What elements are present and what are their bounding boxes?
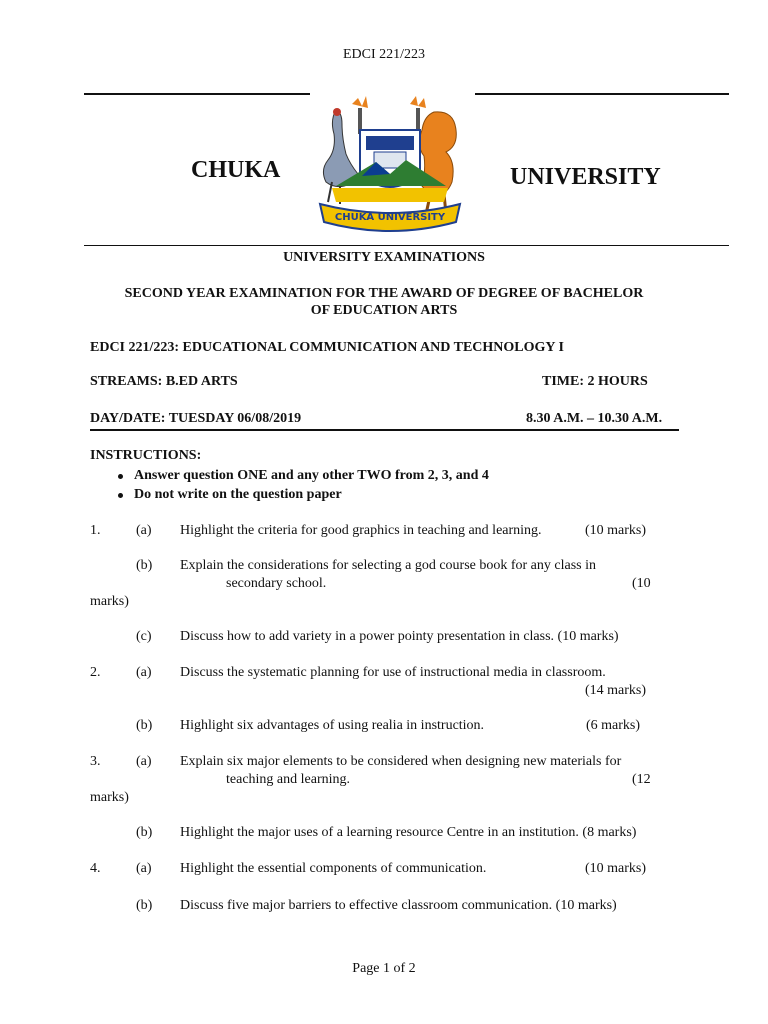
question-4a-label: (a) xyxy=(136,861,152,876)
exam-day-date: DAY/DATE: TUESDAY 06/08/2019 xyxy=(90,411,302,426)
university-name-right: UNIVERSITY xyxy=(510,164,661,190)
question-1b-label: (b) xyxy=(136,558,153,573)
university-name-left: CHUKA xyxy=(191,157,281,183)
page-number: Page 1 of 2 xyxy=(352,961,416,976)
streams: STREAMS: B.ED ARTS xyxy=(90,374,238,389)
question-3a-text-line1: Explain six major elements to be considered when designing new materials for xyxy=(180,754,622,769)
university-coat-of-arms-logo xyxy=(306,90,474,240)
exam-title: UNIVERSITY EXAMINATIONS xyxy=(283,250,485,265)
question-2b-text: Highlight six advantages of using realia in instruction. xyxy=(180,718,485,733)
instructions-heading: INSTRUCTIONS: xyxy=(90,448,202,463)
header-rule-left xyxy=(84,93,310,95)
question-1b-text-line2: secondary school. xyxy=(226,576,327,591)
question-1b-marks-wrap: marks) xyxy=(90,594,129,609)
question-3-number: 3. xyxy=(90,754,101,769)
question-2b-label: (b) xyxy=(136,718,153,733)
question-2a-text: Discuss the systematic planning for use of instructional media in classroom. xyxy=(180,665,606,680)
date-rule xyxy=(90,429,679,431)
question-2b-marks: (6 marks) xyxy=(586,718,641,733)
page-footer xyxy=(0,961,768,977)
question-1a-label: (a) xyxy=(136,523,152,538)
instruction-item-2: Do not write on the question paper xyxy=(134,487,342,502)
question-1a-marks: (10 marks) xyxy=(585,523,647,538)
question-1c-text: Discuss how to add variety in a power pointy presentation in class. (10 marks) xyxy=(180,629,619,644)
question-4b-label: (b) xyxy=(136,898,153,913)
exam-subtitle-block xyxy=(0,286,768,319)
question-3a-label: (a) xyxy=(136,754,152,769)
bullet-icon xyxy=(118,493,123,498)
course-code-header xyxy=(0,47,768,63)
exam-subtitle-line1: SECOND YEAR EXAMINATION FOR THE AWARD OF DEGREE OF BACHELOR xyxy=(124,286,644,301)
instruction-item-1: Answer question ONE and any other TWO from 2, 3, and 4 xyxy=(134,468,489,483)
question-4b-text: Discuss five major barriers to effective classroom communication. (10 marks) xyxy=(180,898,617,913)
question-3a-marks-wrap: marks) xyxy=(90,790,129,805)
exam-subtitle-line2: OF EDUCATION ARTS xyxy=(310,303,458,318)
question-1b-text-line1: Explain the considerations for selecting a god course book for any class in xyxy=(180,558,596,573)
question-1a-text: Highlight the criteria for good graphics in teaching and learning. xyxy=(180,523,542,538)
question-3b-text: Highlight the major uses of a learning resource Centre in an institution. (8 marks) xyxy=(180,825,637,840)
course-code-text: EDCI 221/223 xyxy=(342,47,426,62)
bullet-icon xyxy=(118,474,123,479)
question-2-number: 2. xyxy=(90,665,101,680)
question-2a-label: (a) xyxy=(136,665,152,680)
header-rule-bottom xyxy=(84,245,729,246)
logo-banner-text: CHUKA UNIVERSITY xyxy=(334,212,446,223)
question-4a-text: Highlight the essential components of communication. xyxy=(180,861,487,876)
course-title: EDCI 221/223: EDUCATIONAL COMMUNICATION AND TECHNOLOGY I xyxy=(90,340,564,355)
header-rule-right xyxy=(475,93,729,95)
question-1b-marks: (10 xyxy=(632,576,651,591)
exam-title-block xyxy=(0,250,768,266)
question-2a-marks: (14 marks) xyxy=(585,683,647,698)
question-4a-marks: (10 marks) xyxy=(585,861,647,876)
exam-time-range: 8.30 A.M. – 10.30 A.M. xyxy=(526,411,663,426)
question-3b-label: (b) xyxy=(136,825,153,840)
question-1c-label: (c) xyxy=(136,629,152,644)
question-3a-text-line2: teaching and learning. xyxy=(226,772,351,787)
question-4-number: 4. xyxy=(90,861,101,876)
exam-duration: TIME: 2 HOURS xyxy=(542,374,648,389)
question-3a-marks: (12 xyxy=(632,772,651,787)
question-1-number: 1. xyxy=(90,523,101,538)
